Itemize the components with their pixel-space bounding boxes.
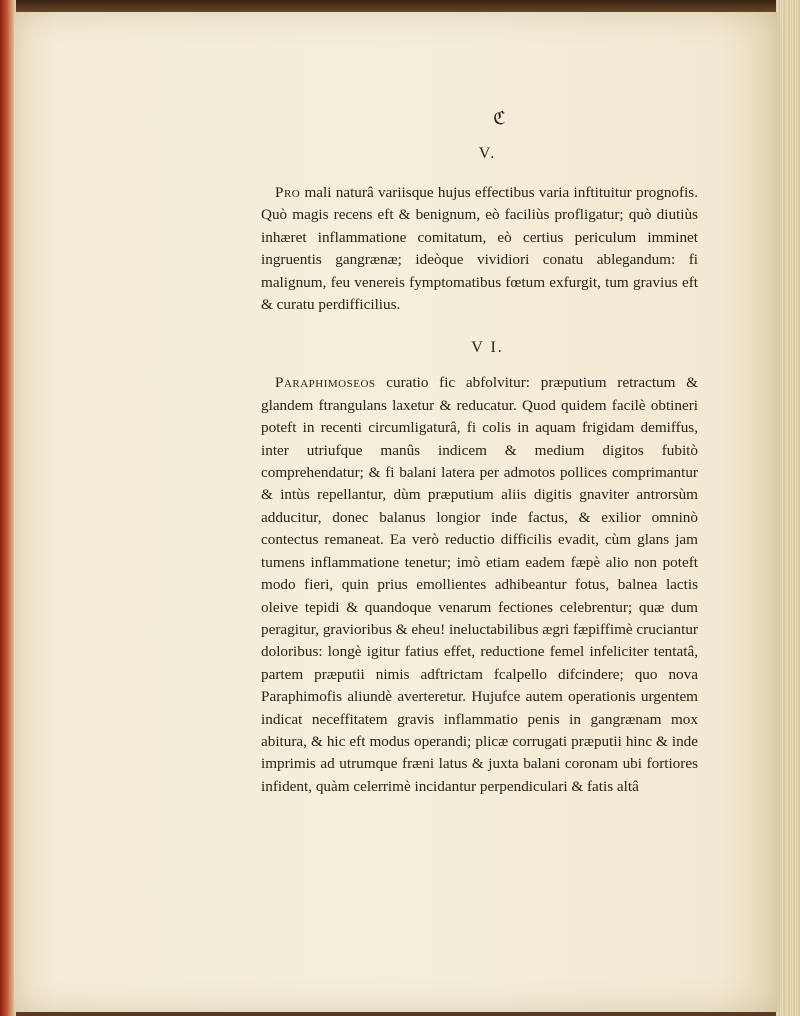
paragraph-v bbox=[261, 182, 698, 316]
text-block bbox=[261, 108, 698, 798]
paragraph-text: mali naturâ variisque hujus effectibus varia inftituitur prognofis. Quò magis recens eft & benignum, eò faciliùs profligatur; quò diutiùs inhæret inflammatione comitatum, eò certius periculum imminet ingruentis gangrænæ; ideòque vividiori conatu ablegandum: fi malignum, feu venereis fymptomatibus fœtum exfurgit, tum gravius eft & curatu perdifficilius. bbox=[261, 184, 698, 314]
paragraph-lead-word: Pro bbox=[275, 184, 301, 201]
paragraph-vi bbox=[261, 372, 698, 798]
section-heading-vi: V I. bbox=[471, 339, 504, 357]
paragraph-text: curatio fic abfolvitur: præputium retractum & glandem ftrangulans laxetur & reducatur. Quod quidem facilè obtineri poteft in recenti circumligaturâ, fi colis in aquam frigidam demiffus, inter utriufque manûs indicem & medium digitos fubitò comprehendatur; & fi balani latera per admotos pollices comprimantur & intùs repellantur, dùm præputium aliis digitis gnaviter antrorsùm adducitur, donec balanus longior inde factus, & exilior omninò contectus remaneat. Ea verò reductio difficilis evadit, cùm glans jam tumens inflammatione tenetur; imò etiam eadem fæpè alio non poteft modo fieri, quin prius emollientes adhibeantur fotus, balnea lactis oleive tepidi & quandoque venarum fectiones celebrentur; quæ dum peragitur, gravioribus & eheu! ineluctabilibus ægri fæpiffimè cruciantur doloribus: longè igitur fatius effet, reductione femel infeliciter tentatâ, partem præputii nimis adftrictam fcalpello difcindere; quo nova Paraphimofis aliundè averteretur. Hujufce autem operationis urgentem indicat neceffitatem gravis inflammatio penis in gangrænam mox abitura, & hic eft modus operandi; plicæ corrugati præputii hinc & inde imprimis ad utrumque fræni latus & juxta balani coronam ubi fortiores infident, quàm celerrimè incidantur perpendiculari & fatis altâ bbox=[261, 374, 698, 795]
paragraph-lead-word: Paraphimoseos bbox=[275, 374, 376, 392]
book-page bbox=[14, 12, 778, 1012]
signature-mark: ℭ bbox=[493, 108, 506, 128]
page-fore-edge bbox=[776, 0, 800, 1016]
section-heading-v: V. bbox=[478, 145, 497, 162]
